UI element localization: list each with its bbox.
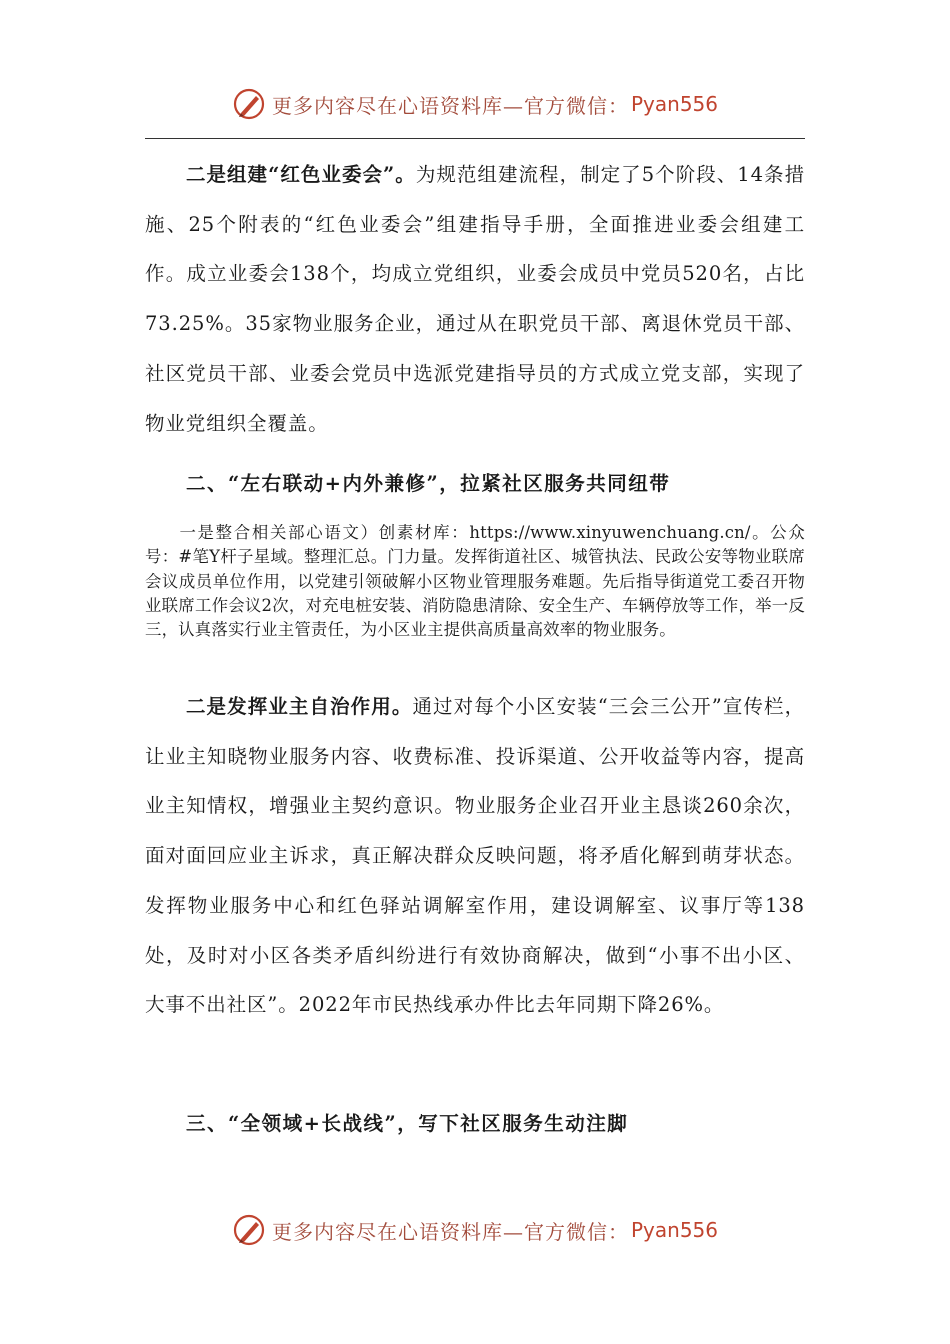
section-heading-3: 三、“全领域+长战线”，写下社区服务生动注脚: [185, 1112, 629, 1135]
watermark-wechat-id: Pyan556: [630, 1218, 718, 1242]
pen-logo-icon: [232, 87, 266, 121]
watermark-text: 更多内容尽在心语资料库—官方微信：: [271, 93, 629, 118]
pen-logo-icon: [232, 1213, 266, 1247]
paragraph-owner-autonomy: [145, 682, 805, 1030]
header-divider: [145, 138, 805, 139]
paragraph-text: 为规范组建流程，制定了5个阶段、14条措施、25个附表的“红色业委会”组建指导手册，全面推进业委会组建工作。成立业委会138个，均成立党组织，业委会成员中党员520名，占比73.25%。35家物业服务企业，通过从在职党员干部、离退休党员干部、社区党员干部、业委会党员中选派党建指导员的方式成立党支部，实现了物业党组织全覆盖。: [145, 163, 805, 435]
document-body: [145, 150, 805, 1135]
footer-watermark: [0, 1210, 950, 1250]
paragraph-lead: 二是发挥业主自治作用。: [185, 695, 413, 718]
section-heading-2: 二、“左右联动+内外兼修”，拉紧社区服务共同纽带: [185, 472, 671, 495]
paragraph-red-committee: [145, 150, 805, 448]
paragraph-text: 通过对每个小区安装“三会三公开”宣传栏，让业主知晓物业服务内容、收费标准、投诉渠道、公开收益等内容，提高业主知情权，增强业主契约意识。物业服务企业召开业主恳谈260余次，面对面回应业主诉求，真正解决群众反映问题，将矛盾化解到萌芽状态。发挥物业服务中心和红色驿站调解室作用，建设调解室、议事厅等138处，及时对小区各类矛盾纠纷进行有效协商解决，做到“小事不出小区、大事不出社区”。2022年市民热线承办件比去年同期下降26%。: [145, 695, 805, 1017]
paragraph-integrate-forces: 一是整合相关部心语文）创素材库：https://www.xinyuwenchuang.cn/。公众号：#笔Y杆子星域。整理汇总。门力量。发挥街道社区、城管执法、民政公安等物业联席会议成员单位作用，以党建引领破解小区物业管理服务难题。先后指导街道党工委召开物业联席工作会议2次，对充电桩安装、消防隐患清除、安全生产、车辆停放等工作，举一反三，认真落实行业主管责任，为小区业主提供高质量高效率的物业服务。: [145, 523, 805, 640]
watermark-wechat-id: Pyan556: [630, 92, 718, 116]
header-watermark: [0, 84, 950, 124]
paragraph-lead: 二是组建“红色业委会”。: [185, 163, 416, 186]
watermark-text: 更多内容尽在心语资料库—官方微信：: [271, 1219, 629, 1244]
